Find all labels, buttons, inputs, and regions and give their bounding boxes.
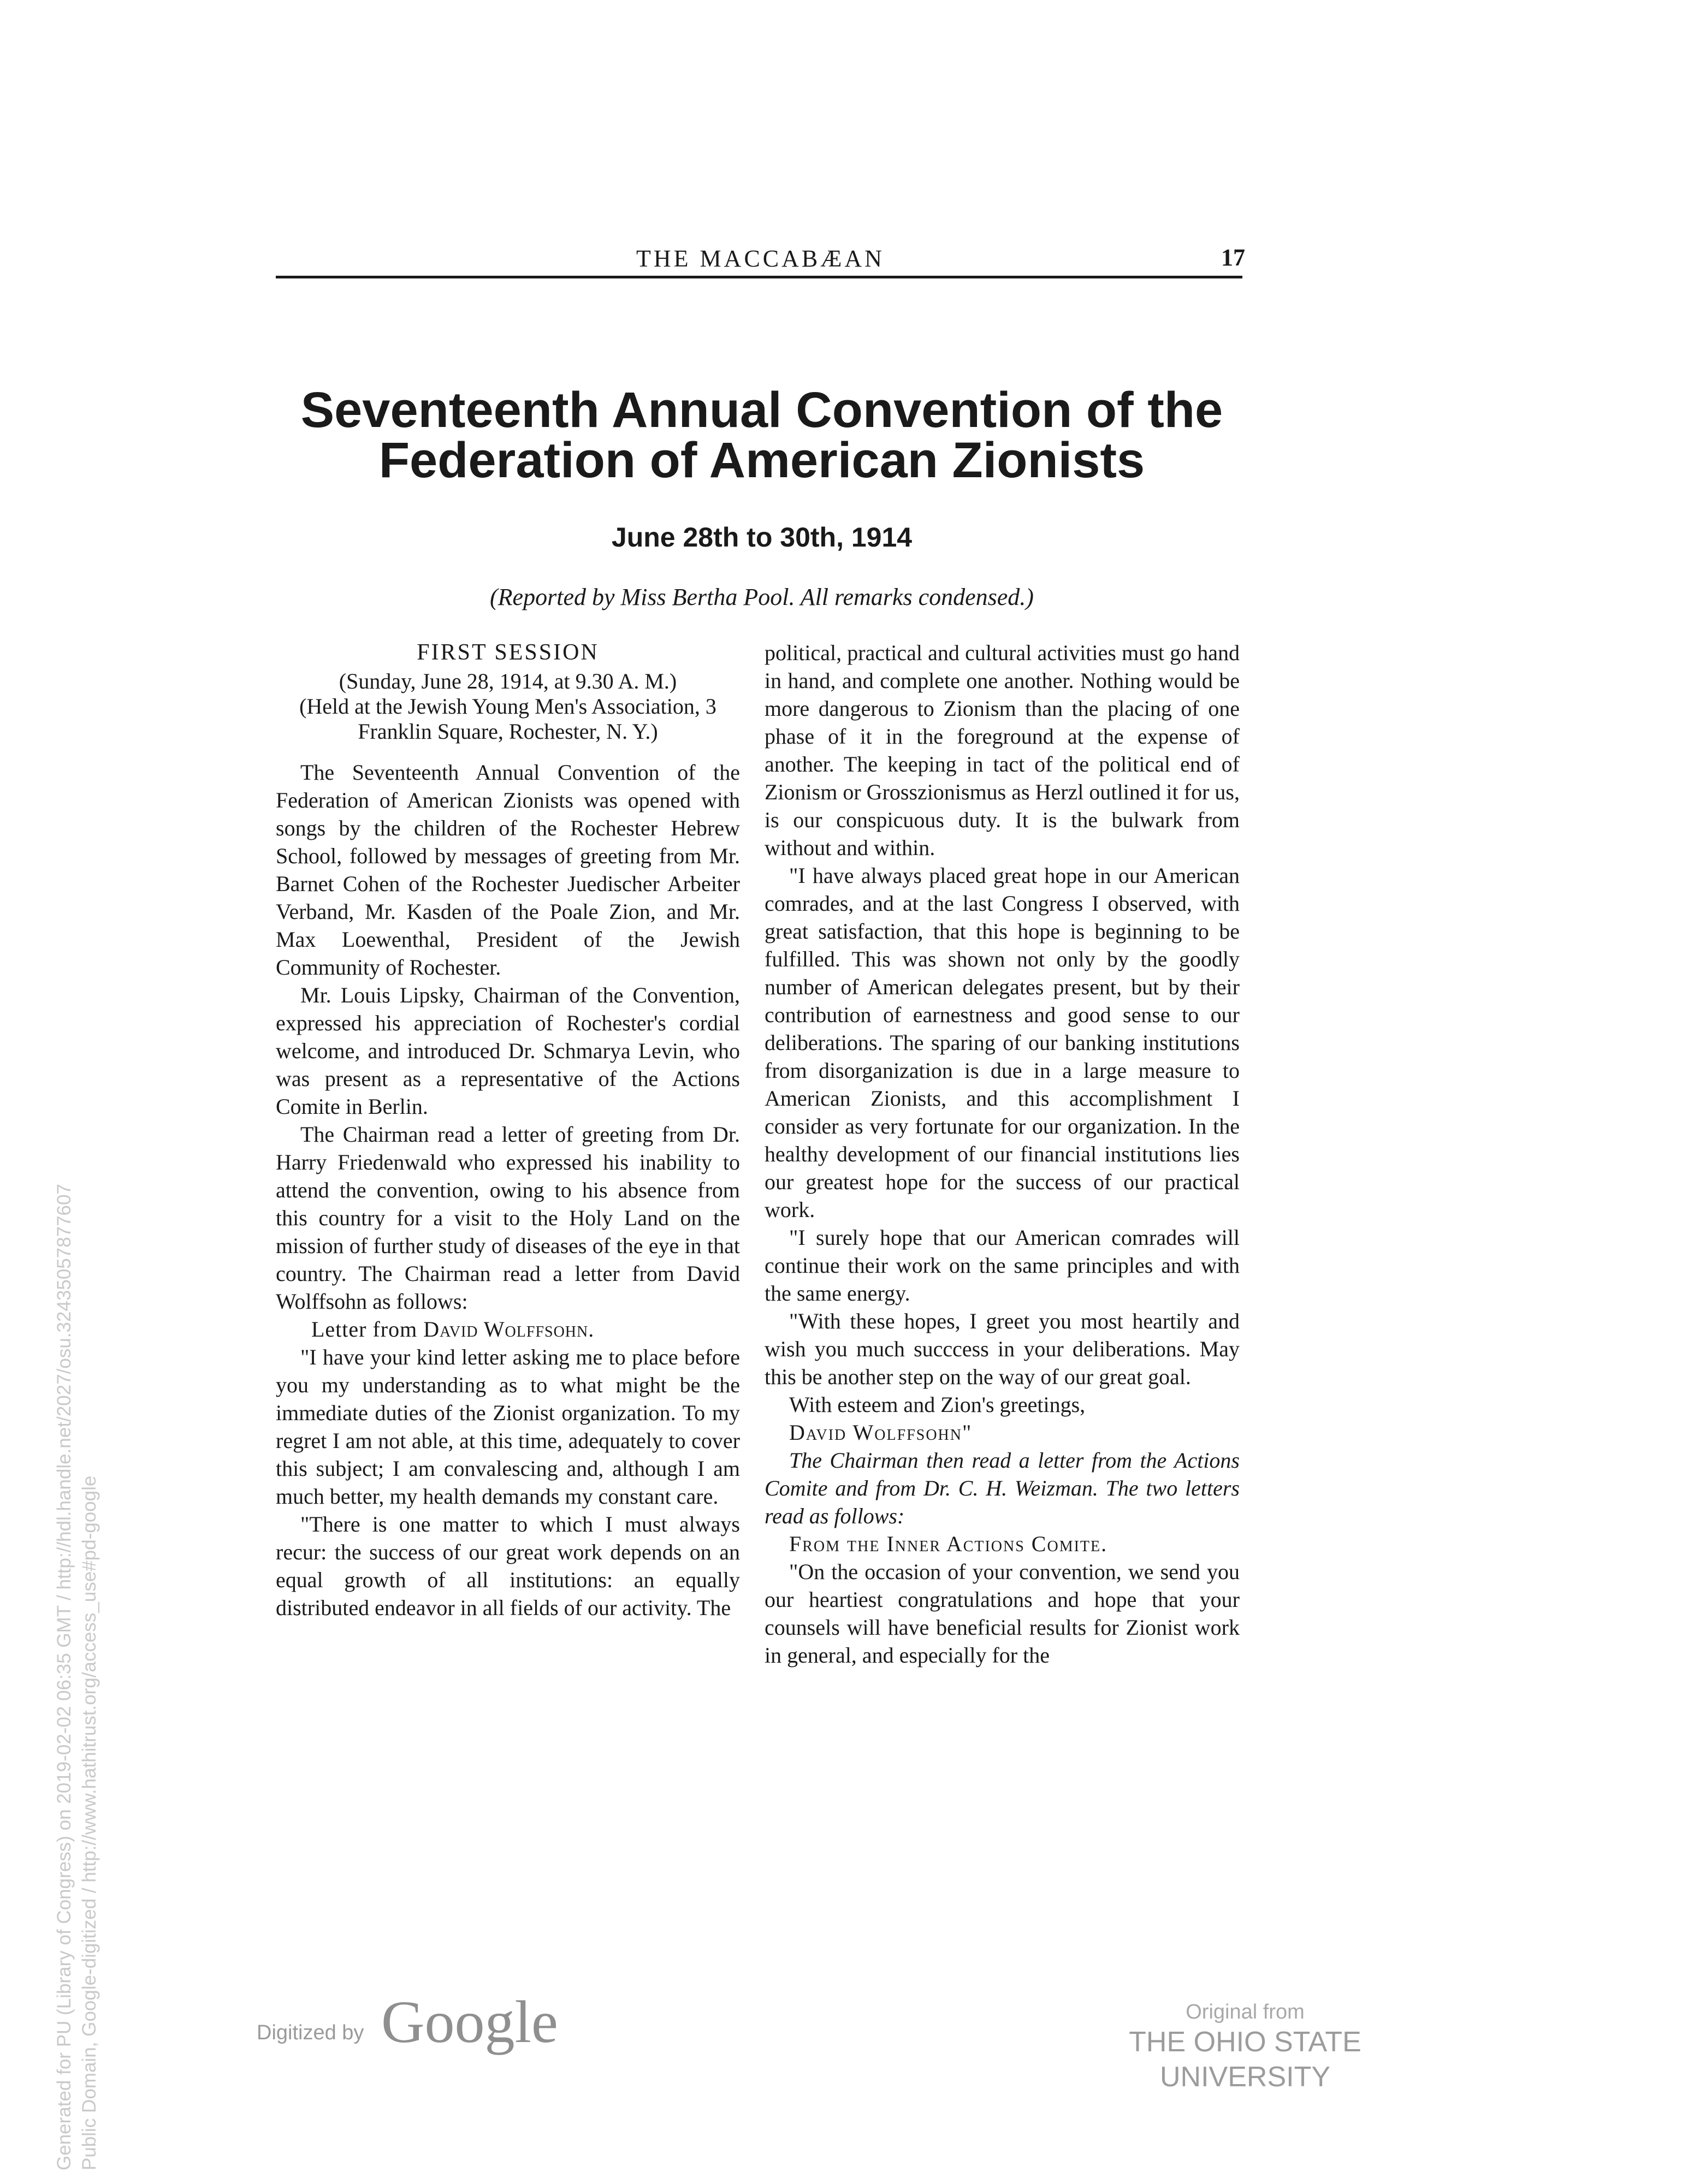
letter-heading-name: David Wolffsohn. [423,1317,595,1342]
original-source [1049,1999,1442,2094]
letter-greeting: With esteem and Zion's greetings, [789,1392,1086,1417]
original-from-label: Original from [1186,2001,1305,2023]
running-header [276,241,1245,280]
paragraph: "I have always placed great hope in our American comrades, and at the last Congress I observed, with great satisfaction, that this hope is beginning to be fulfilled. This was shown not only by the goodly number of American delegates present, but by their contribution of earnestness and good sense to our deliberations. The sparing of our banking institutions from disorganization is due in a large measure to American Zionists, and this accomplishment I consider as very fortunate for our organization. In the healthy development of our financial institutions lies our greatest hope for the success of our practical work. [765,863,1240,1222]
watermark-line-1: Generated for PU (Library of Congress) on 2019-02-02 06:35 GMT / http://hdl.handle.net/2027/osu.32435057877607 [54,1184,75,2170]
paragraph: "There is one matter to which I must always recur: the success of our great work depends on an equal growth of all institutions: an equally distributed endeavor in all fields of our activity. The [276,1512,740,1620]
session-info [276,669,740,744]
article-title-line-1: Seventeenth Annual Convention of the [300,382,1223,438]
right-column [765,639,1240,1669]
paragraph: The Chairman read a letter of greeting from Dr. Harry Friedenwald who expressed his inability to attend the convention, owing to his absence from this country for a visit to the Holy Land on the mission of further study of diseases of the eye in that country. The Chairman read a letter from David Wolffsohn as follows: [276,1122,740,1314]
paragraph: "I have your kind letter asking me to place before you my understanding as to what might be the immediate duties of the Zionist organization. To my regret I am not able, at this time, adequately to cover this subject; I am convalescing and, although I am much better, my health demands my constant care. [276,1345,740,1509]
reporter-note: (Reported by Miss Bertha Pool. All remarks condensed.) [490,584,1034,610]
letter-heading [276,1315,740,1343]
session-date: (Sunday, June 28, 1914, at 9.30 A. M.) [339,669,677,693]
google-logo: Google [381,1989,558,2055]
digitized-by-label: Digitized by [257,2021,364,2044]
paragraph: "I surely hope that our American comrades will continue their work on the same principles and with the same energy. [765,1225,1240,1305]
letter-heading-prefix: Letter from [311,1317,418,1342]
paragraph: Mr. Louis Lipsky, Chairman of the Convention, expressed his appreciation of Rochester's cordial welcome, and introduced Dr. Schmarya Levin, who was present as a representative of the Actions Comite in Berlin. [276,983,740,1119]
original-institution: THE OHIO STATE UNIVERSITY [1129,2026,1361,2093]
watermark-line-2: Public Domain, Google-digitized / http://www.hathitrust.org/access_use#pd-google [79,1475,100,2170]
letter-subheading: From the Inner Actions Comite. [789,1532,1108,1556]
access-watermark [52,751,102,2170]
session-title: FIRST SESSION [417,640,599,665]
left-column [276,639,740,1622]
letter-signature: David Wolffsohn" [789,1420,973,1445]
paragraph: "With these hopes, I greet you most heartily and wish you much succcess in your deliberations. May this be another step on the way of our great goal. [765,1309,1240,1389]
article-subtitle: June 28th to 30th, 1914 [611,522,913,553]
session-location: (Held at the Jewish Young Men's Association, 3 Franklin Square, Rochester, N. Y.) [299,694,716,744]
paragraph: political, practical and cultural activities must go hand in hand, and complete one another. Nothing would be more dangerous to Zionism than the placing of one phase of it in the foreground at the expense of another. The keeping in tact of the political end of Zionism or Grosszionismus as Herzl outlined it for us, is our conspicuous duty. It is the bulwark from without and within. [765,640,1240,860]
header-rule [276,276,1242,278]
paragraph: The Seventeenth Annual Convention of the Federation of American Zionists was opened with songs by the children of the Rochester Hebrew School, followed by messages of greeting from Mr. Barnet Cohen of the Rochester Juedischer Arbeiter Verband, Mr. Kasden of the Poale Zion, and Mr. Max Loewenthal, President of the Jewish Community of Rochester. [276,760,740,980]
article-title-line-2: Federation of American Zionists [378,432,1145,488]
running-title: THE MACCABÆAN [636,245,885,272]
article-title [262,382,1261,488]
page-number: 17 [1221,244,1245,271]
paragraph: "On the occasion of your convention, we send you our heartiest congratulations and hope that your counsels will have beneficial results for Zionist work in general, and especially for the [765,1559,1240,1667]
editorial-note: The Chairman then read a letter from the Actions Comite and from Dr. C. H. Weizman. The two letters read as follows: [765,1448,1240,1528]
